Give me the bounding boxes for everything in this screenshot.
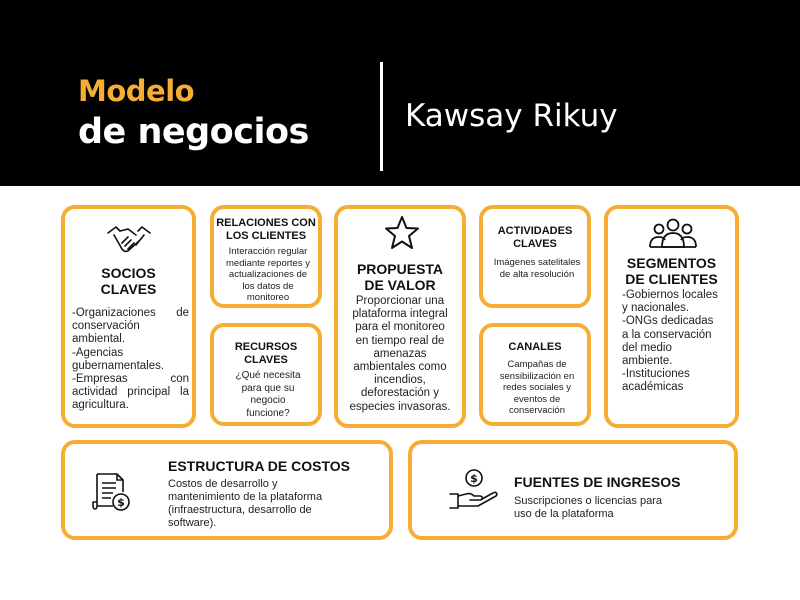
title-line-1: Modelo (78, 74, 195, 108)
propuesta-title: PROPUESTA DE VALOR (356, 261, 444, 293)
relaciones-title: RELACIONES CON LOS CLIENTES (216, 217, 316, 242)
people-group-icon (648, 217, 698, 249)
svg-text:$: $ (117, 496, 125, 509)
canales-title: CANALES (508, 341, 562, 353)
card-estructura-costos (61, 440, 393, 540)
propuesta-text: Proporcionar una plataforma integral para el monitoreo en tiempo real de amenazas ambientales como incendios, deforestación y especies invasoras. (349, 295, 451, 413)
socios-text: -Organizaciones de conservación ambiental. -Agencias gubernamentales. -Empresas con actividad principal la agricultura. (72, 307, 189, 412)
title-line-2: de negocios (78, 112, 309, 152)
actividades-text: Imágenes satelitales de alta resolución (493, 257, 581, 280)
socios-title: SOCIOS CLAVES (100, 265, 157, 297)
card-segmentos-clientes (604, 205, 739, 428)
relaciones-text: Interacción regular mediante reportes y actualizaciones de los datos de monitoreo (226, 246, 310, 303)
invoice-dollar-icon (91, 470, 133, 516)
canales-text: Campañas de sensibilización en redes sociales y eventos de conservación (499, 359, 575, 416)
card-canales (479, 323, 591, 426)
actividades-title: ACTIVIDADES CLAVES (497, 225, 573, 250)
ingresos-title: FUENTES DE INGRESOS (514, 474, 681, 490)
svg-text:$: $ (470, 472, 478, 485)
ingresos-text: Suscripciones o licencias para uso de la plataforma (514, 495, 662, 520)
costos-title: ESTRUCTURA DE COSTOS (168, 458, 351, 474)
handshake-icon (106, 223, 152, 257)
card-recursos-claves (210, 323, 322, 426)
costos-text: Costos de desarrollo y mantenimiento de la plataforma (infraestructura, desarrollo de software). (168, 478, 323, 529)
header-banner (0, 0, 800, 186)
card-actividades-claves (479, 205, 591, 308)
hand-coin-icon (448, 468, 500, 512)
card-socios-claves (61, 205, 196, 428)
recursos-title: RECURSOS CLAVES (234, 341, 298, 366)
card-propuesta-valor (334, 205, 466, 428)
star-icon (383, 215, 421, 251)
recursos-text: ¿Qué necesita para que su negocio funcione? (235, 370, 301, 419)
segmentos-title: SEGMENTOS DE CLIENTES (625, 255, 718, 287)
header-divider (380, 62, 383, 171)
card-fuentes-ingresos (408, 440, 738, 540)
card-relaciones-clientes (210, 205, 322, 308)
project-name: Kawsay Rikuy (405, 98, 618, 134)
segmentos-text: -Gobiernos locales y nacionales. -ONGs dedicadas a la conservación del medio ambiente. -Instituciones académicas (622, 289, 718, 394)
